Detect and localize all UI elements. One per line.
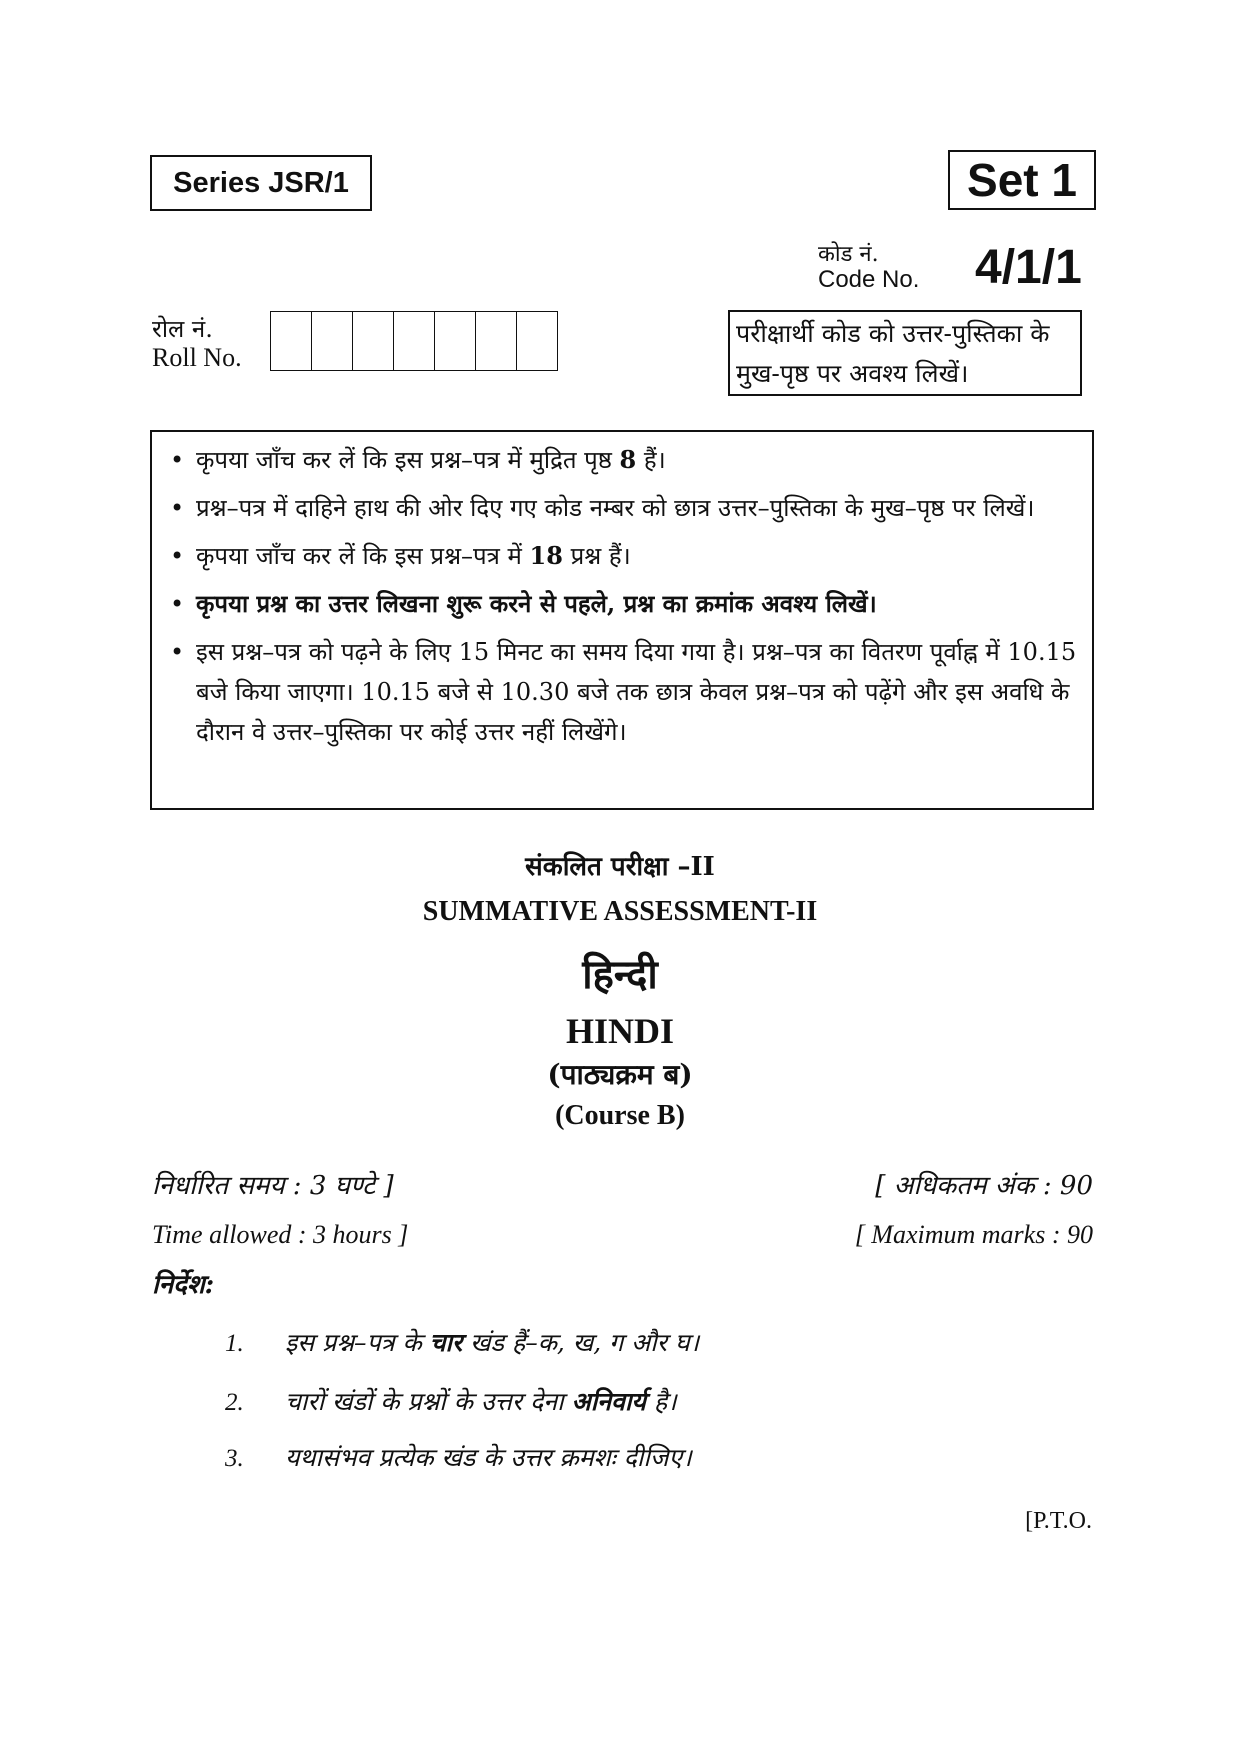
time-allowed-hindi: निर्धारित समय : 3 घण्टे ]	[152, 1171, 394, 1201]
bullet: •	[170, 590, 185, 618]
subject-hindi: हिन्दी	[582, 951, 658, 998]
max-marks-english: [ Maximum marks : 90	[854, 1220, 1093, 1249]
roll-digit-box[interactable]	[312, 312, 353, 370]
roll-digit-box[interactable]	[476, 312, 517, 370]
direction-bold: चार	[429, 1328, 463, 1357]
roll-number-boxes[interactable]	[270, 311, 558, 371]
direction-bold: अनिवार्य	[571, 1387, 646, 1416]
bullet: •	[170, 494, 185, 522]
set-label: Set 1	[948, 150, 1096, 210]
direction-text: है।	[645, 1387, 677, 1416]
roll-digit-box[interactable]	[435, 312, 476, 370]
instruction-text: हैं।	[636, 446, 666, 474]
direction-text: खंड हैं–क, ख, ग और घ।	[462, 1328, 700, 1357]
instruction-text: प्रश्न हैं।	[562, 542, 631, 570]
instruction-text: कृपया जाँच कर लें कि इस प्रश्न–पत्र में मुद्रित पृष्ठ	[196, 446, 620, 474]
roll-digit-box[interactable]	[517, 312, 557, 370]
roll-digit-box[interactable]	[394, 312, 435, 370]
please-turn-over: [P.T.O.	[1025, 1508, 1092, 1534]
candidate-code-note	[728, 310, 1082, 396]
instruction-item	[166, 488, 1082, 528]
candidate-note-line: परीक्षार्थी कोड को उत्तर-पुस्तिका के	[736, 319, 1050, 348]
direction-text: चारों खंडों के प्रश्नों के उत्तर देना	[285, 1387, 572, 1416]
bullet: •	[170, 446, 185, 474]
direction-text: यथासंभव प्रत्येक खंड के उत्तर क्रमशः दीजिए।	[285, 1443, 692, 1472]
direction-item	[225, 1325, 699, 1359]
direction-text: इस प्रश्न–पत्र के	[285, 1328, 430, 1357]
instruction-text: इस प्रश्न–पत्र को पढ़ने के लिए 15 मिनट का समय दिया गया है। प्रश्न–पत्र का वितरण पूर्वाह्न में 10.15 बजे किया जाएगा। 10.15 बजे से 10.30 बजे तक छात्र केवल प्रश्न–पत्र को पढ़ेंगे और इस अवधि के दौरान वे उत्तर–पुस्तिका पर कोई उत्तर नहीं लिखेंगे।	[196, 638, 1077, 746]
roll-label-hindi: रोल नं.	[152, 315, 213, 343]
direction-number: 2.	[225, 1389, 244, 1416]
code-number: 4/1/1	[975, 241, 1082, 294]
course-hindi: (पाठ्यक्रम ब)	[547, 1058, 693, 1091]
instruction-bold: 8	[619, 445, 637, 474]
direction-number: 3.	[225, 1445, 244, 1472]
roll-label-english: Roll No.	[152, 343, 242, 372]
code-label-english: Code No.	[818, 266, 920, 293]
instruction-text: कृपया जाँच कर लें कि इस प्रश्न–पत्र में	[196, 542, 530, 570]
subject-english: HINDI	[565, 1011, 675, 1051]
candidate-note-line: मुख-पृष्ठ पर अवश्य लिखें।	[736, 359, 969, 388]
instruction-item	[166, 632, 1082, 752]
instruction-text: प्रश्न–पत्र में दाहिने हाथ की ओर दिए गए कोड नम्बर को छात्र उत्तर–पुस्तिका के मुख–पृष्ठ पर लिखें।	[196, 494, 1035, 522]
series-label: Series JSR/1	[150, 155, 372, 211]
bullet: •	[170, 638, 185, 666]
instructions-box	[150, 430, 1094, 810]
instruction-item	[166, 584, 1082, 624]
instruction-bold: कृपया प्रश्न का उत्तर लिखना शुरू करने से पहले, प्रश्न का क्रमांक अवश्य लिखें।	[196, 589, 877, 618]
roll-digit-box[interactable]	[353, 312, 394, 370]
roll-digit-box[interactable]	[271, 312, 312, 370]
max-marks-hindi: [ अधिकतम अंक : 90	[875, 1171, 1093, 1201]
instruction-bold: 18	[529, 541, 563, 570]
directions-heading: निर्देश:	[152, 1270, 215, 1300]
course-english: (Course B)	[555, 1100, 685, 1131]
bullet: •	[170, 542, 185, 570]
time-allowed-english: Time allowed : 3 hours ]	[152, 1220, 409, 1249]
instruction-item	[166, 440, 1082, 480]
exam-title-english: SUMMATIVE ASSESSMENT-II	[422, 896, 818, 927]
code-label-hindi: कोड नं.	[818, 242, 879, 267]
instruction-item	[166, 536, 1082, 576]
direction-item	[225, 1384, 677, 1418]
direction-number: 1.	[225, 1330, 244, 1357]
direction-item	[225, 1440, 692, 1474]
exam-title-hindi: संकलित परीक्षा –II	[525, 852, 715, 882]
